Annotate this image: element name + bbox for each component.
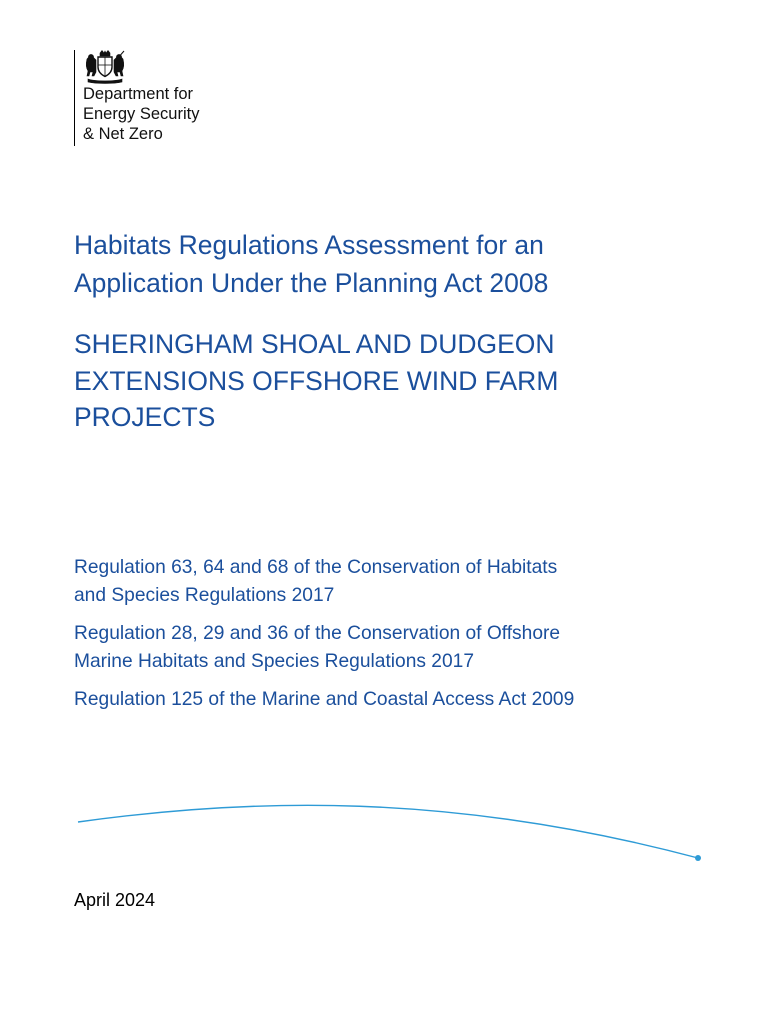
regulation-line: Regulation 125 of the Marine and Coastal Access Act 2009	[74, 689, 575, 710]
department-name-line-1: Department for	[83, 85, 194, 103]
royal-coat-of-arms-icon	[83, 50, 127, 84]
regulation-line: Regulation 63, 64 and 68 of the Conservation of Habitats	[74, 557, 558, 578]
project-name	[74, 326, 734, 436]
department-name-line-3: & Net Zero	[83, 125, 163, 143]
swoosh-dot	[695, 855, 701, 861]
project-name-line-1: SHERINGHAM SHOAL AND DUDGEON	[74, 329, 555, 359]
regulation-item	[74, 554, 724, 610]
regulation-item	[74, 686, 724, 714]
document-title-line-1: Habitats Regulations Assessment for an	[74, 230, 544, 260]
publication-date: April 2024	[74, 890, 156, 910]
regulation-item	[74, 620, 724, 676]
regulation-line: Marine Habitats and Species Regulations 2017	[74, 651, 474, 672]
department-name-line-2: Energy Security	[83, 105, 200, 123]
regulation-line: and Species Regulations 2017	[74, 585, 335, 606]
project-name-line-3: PROJECTS	[74, 402, 216, 432]
regulations-list	[74, 554, 724, 724]
document-title-line-2: Application Under the Planning Act 2008	[74, 268, 549, 298]
swoosh-curve	[78, 805, 698, 858]
department-logo	[74, 50, 199, 146]
regulation-line: Regulation 28, 29 and 36 of the Conservation of Offshore	[74, 623, 561, 644]
decorative-swoosh	[0, 780, 770, 880]
project-name-line-2: EXTENSIONS OFFSHORE WIND FARM	[74, 365, 559, 396]
document-title	[74, 226, 714, 302]
